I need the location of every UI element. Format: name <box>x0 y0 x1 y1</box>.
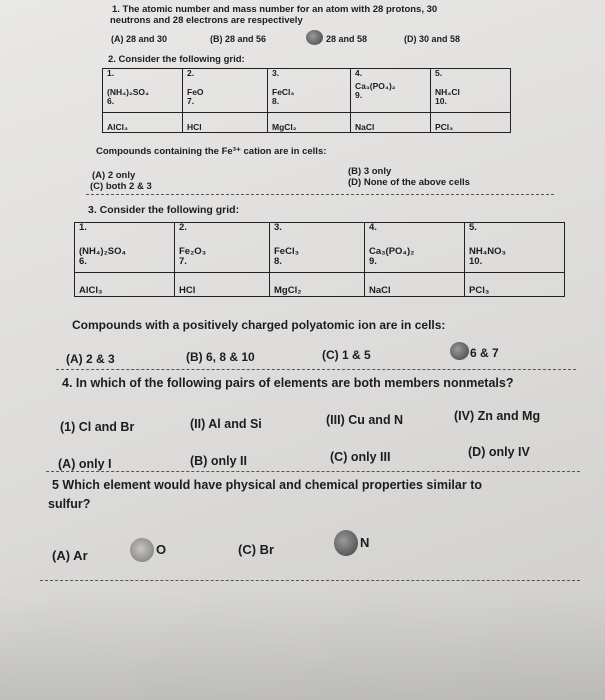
q4-option-c: (C) only III <box>330 450 391 464</box>
q4-pair-2: (II) Al and Si <box>190 417 262 431</box>
q3-option-d: 6 & 7 <box>470 346 499 360</box>
q1-line2: neutrons and 28 electrons are respectively <box>110 15 303 26</box>
q2-cell-6: AlCl₃ <box>103 113 183 133</box>
q1-option-c: 28 and 58 <box>326 34 368 44</box>
q3-statement: Compounds with a positively charged polyatomic ion are in cells: <box>72 318 446 332</box>
q2-option-a: (A) 2 only <box>92 170 136 181</box>
q4-pair-3: (III) Cu and N <box>326 413 404 427</box>
q2-cell-8: MgCl₂ <box>268 113 351 133</box>
q5-filled-bubble-d <box>334 530 358 556</box>
q3-option-a: (A) 2 & 3 <box>66 352 115 366</box>
q1-option-d: (D) 30 and 58 <box>404 34 461 44</box>
q3-cell-9: NaCl <box>365 273 465 297</box>
q2-option-c: (C) both 2 & 3 <box>90 181 152 192</box>
page-bottom-shadow <box>0 590 605 700</box>
q5-filled-bubble-b <box>130 538 154 562</box>
q3-cell-6: AlCl₃ <box>75 273 175 297</box>
q3-cell-3: 3. FeCl₃ 8. <box>270 223 365 273</box>
q3-cell-10: PCl₃ <box>465 273 565 297</box>
q3-cell-4: 4. Ca₃(PO₄)₂ 9. <box>365 223 465 273</box>
q5-line2: sulfur? <box>48 497 91 511</box>
q4-option-b: (B) only II <box>190 454 247 468</box>
q1-line1: 1. The atomic number and mass number for an atom with 28 protons, 30 <box>112 4 438 15</box>
q5-option-d: N <box>360 535 370 550</box>
q2-cell-5: 5. NH₄Cl 10. <box>431 69 511 113</box>
q2-statement: Compounds containing the Fe³⁺ cation are in cells: <box>96 146 327 157</box>
q2-cell-9: NaCl <box>351 113 431 133</box>
q3-cell-7: HCl <box>175 273 270 297</box>
q3-cell-8: MgCl₂ <box>270 273 365 297</box>
q5-divider <box>40 580 580 581</box>
q2-grid <box>102 68 511 133</box>
q3-filled-bubble <box>450 342 469 360</box>
q1-option-b: (B) 28 and 56 <box>210 34 267 44</box>
q4-pair-1: (1) Cl and Br <box>60 420 135 434</box>
q2-cell-4: 4. Ca₃(PO₄)₂ 9. <box>351 69 431 113</box>
q2-option-b: (B) 3 only <box>348 166 392 177</box>
q3-option-c: (C) 1 & 5 <box>322 348 371 362</box>
q5-option-a: (A) Ar <box>52 548 88 563</box>
q3-option-b: (B) 6, 8 & 10 <box>186 350 255 364</box>
q5-option-b: O <box>156 542 167 557</box>
q2-cell-10: PCl₃ <box>431 113 511 133</box>
q3-cell-5: 5. NH₄NO₃ 10. <box>465 223 565 273</box>
q3-cell-1: 1. (NH₄)₂SO₄ 6. <box>75 223 175 273</box>
q4-prompt: 4. In which of the following pairs of elements are both members nonmetals? <box>62 376 514 390</box>
q3-divider <box>56 369 576 370</box>
q2-prompt: 2. Consider the following grid: <box>108 54 245 65</box>
q1-filled-bubble <box>306 30 323 45</box>
q2-option-d: (D) None of the above cells <box>348 177 470 188</box>
q4-divider <box>46 471 580 472</box>
q4-pair-4: (IV) Zn and Mg <box>454 409 541 423</box>
q2-cell-1: 1. (NH₄)₂SO₄ 6. <box>103 69 183 113</box>
q5-line1: 5 Which element would have physical and chemical properties similar to <box>52 478 482 492</box>
q3-cell-2: 2. Fe₂O₃ 7. <box>175 223 270 273</box>
q2-cell-2: 2. FeO 7. <box>183 69 268 113</box>
q2-cell-7: HCl <box>183 113 268 133</box>
q4-option-d: (D) only IV <box>468 445 530 459</box>
q1-option-a: (A) 28 and 30 <box>111 34 168 44</box>
q5-option-c: (C) Br <box>238 542 275 557</box>
q2-cell-3: 3. FeCl₃ 8. <box>268 69 351 113</box>
q3-prompt: 3. Consider the following grid: <box>88 204 240 216</box>
q3-grid <box>74 222 565 297</box>
q2-divider <box>86 194 554 195</box>
q4-option-a: (A) only I <box>58 457 112 471</box>
